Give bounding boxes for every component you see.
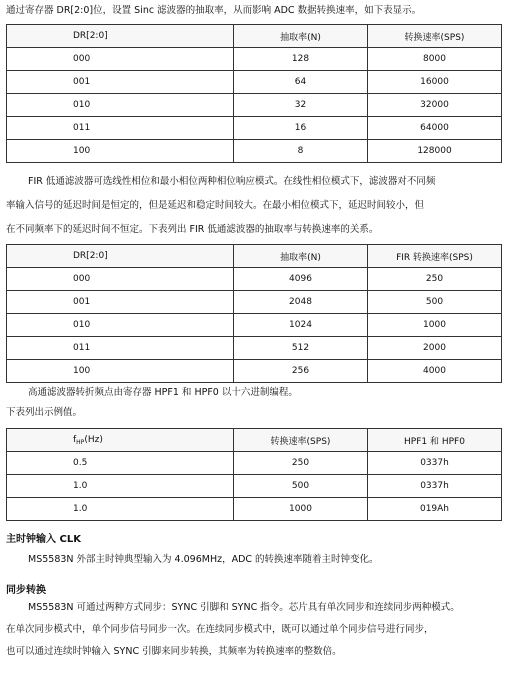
cell-decimation: 2048: [234, 291, 368, 314]
cell-hpf: 0337h: [368, 452, 502, 475]
intro-text: 通过寄存器 DR[2:0]位，设置 Sinc 滤波器的抽取率，从而影响 ADC 数据转换速率，如下表显示。: [6, 5, 422, 16]
cell-fhp: 0.5: [7, 452, 234, 475]
cell-rate: 16000: [368, 71, 502, 94]
cell-dr: 000: [7, 268, 234, 291]
hpf-example-table: [6, 428, 502, 521]
table-row: [7, 94, 502, 117]
cell-hpf: 019Ah: [368, 498, 502, 521]
table-header-row: [7, 25, 502, 48]
cell-dr: 011: [7, 337, 234, 360]
table-row: [7, 117, 502, 140]
cell-decimation: 128: [234, 48, 368, 71]
cell-rate: 500: [368, 291, 502, 314]
cell-rate: 1000: [368, 314, 502, 337]
cell-dr: 100: [7, 140, 234, 163]
header-rate: 转换速率(SPS): [234, 429, 368, 452]
header-fhp: $f_{HP}(Hz)$: [7, 429, 234, 452]
table-row: [7, 452, 502, 475]
cell-rate: 500: [234, 475, 368, 498]
cell-rate: 8000: [368, 48, 502, 71]
table-row: [7, 140, 502, 163]
cell-fhp: 1.0: [7, 475, 234, 498]
cell-dr: 010: [7, 314, 234, 337]
fir-line-2: 率输入信号的延迟时间是恒定的，但是延迟和稳定时间较大。在最小相位模式下，延迟时间较小，但: [6, 200, 425, 211]
table-row: [7, 475, 502, 498]
cell-decimation: 512: [234, 337, 368, 360]
table-row: [7, 268, 502, 291]
table-header-row: [7, 429, 502, 452]
fir-line-3: 在不同频率下的延迟时间不恒定。下表列出 FIR 低通滤波器的抽取率与转换速率的关系。: [6, 224, 379, 235]
header-decimation: 抽取率(N): [234, 25, 368, 48]
table-row: [7, 71, 502, 94]
header-decimation: 抽取率(N): [234, 245, 368, 268]
sync-line-3: 也可以通过连续时钟输入 SYNC 引脚来同步转换，其频率为转换速率的整数倍。: [6, 646, 342, 657]
sync-line-2: 在单次同步模式中，单个同步信号同步一次。在连续同步模式中，既可以通过单个同步信号进行同步，: [6, 624, 434, 635]
cell-decimation: 1024: [234, 314, 368, 337]
clk-heading: 主时钟输入 CLK: [6, 534, 81, 545]
hpf-text: 高通滤波器转折频点由寄存器 HPF1 和 HPF0 以十六进制编程。: [28, 387, 298, 398]
table-row: [7, 48, 502, 71]
cell-decimation: 32: [234, 94, 368, 117]
cell-decimation: 256: [234, 360, 368, 383]
header-hpf-regs: HPF1 和 HPF0: [368, 429, 502, 452]
cell-rate: 250: [234, 452, 368, 475]
table-row: [7, 314, 502, 337]
cell-decimation: 8: [234, 140, 368, 163]
cell-rate: 32000: [368, 94, 502, 117]
cell-dr: 001: [7, 291, 234, 314]
cell-dr: 000: [7, 48, 234, 71]
table-header-row: [7, 245, 502, 268]
cell-decimation: 16: [234, 117, 368, 140]
table-row: [7, 498, 502, 521]
cell-decimation: 64: [234, 71, 368, 94]
header-dr: DR[2:0]: [7, 245, 234, 268]
subscript-hp: HP: [76, 438, 85, 446]
dr-decimation-table: [6, 24, 502, 163]
sync-line-1: MS5583N 可通过两种方式同步：SYNC 引脚和 SYNC 指令。芯片具有单次同步和连续同步两种模式。: [28, 602, 460, 613]
cell-decimation: 4096: [234, 268, 368, 291]
cell-rate: 2000: [368, 337, 502, 360]
table-row: [7, 360, 502, 383]
cell-dr: 010: [7, 94, 234, 117]
cell-rate: 128000: [368, 140, 502, 163]
table-row: [7, 337, 502, 360]
cell-rate: 250: [368, 268, 502, 291]
cell-rate: 1000: [234, 498, 368, 521]
cell-rate: 4000: [368, 360, 502, 383]
fir-line-1: FIR 低通滤波器可选线性相位和最小相位两种相位响应模式。在线性相位模式下，滤波器对不同频: [28, 176, 436, 187]
header-dr: DR[2:0]: [7, 25, 234, 48]
cell-fhp: 1.0: [7, 498, 234, 521]
cell-hpf: 0337h: [368, 475, 502, 498]
sync-heading: 同步转换: [6, 585, 46, 596]
fir-decimation-table: [6, 244, 502, 383]
header-fir-rate: FIR 转换速率(SPS): [368, 245, 502, 268]
cell-rate: 64000: [368, 117, 502, 140]
cell-dr: 011: [7, 117, 234, 140]
cell-dr: 001: [7, 71, 234, 94]
example-text: 下表列出示例值。: [6, 407, 83, 418]
header-rate: 转换速率(SPS): [368, 25, 502, 48]
clk-text: MS5583N 外部主时钟典型输入为 4.096MHz，ADC 的转换速率随着主时钟变化。: [28, 554, 379, 565]
cell-dr: 100: [7, 360, 234, 383]
table-row: [7, 291, 502, 314]
